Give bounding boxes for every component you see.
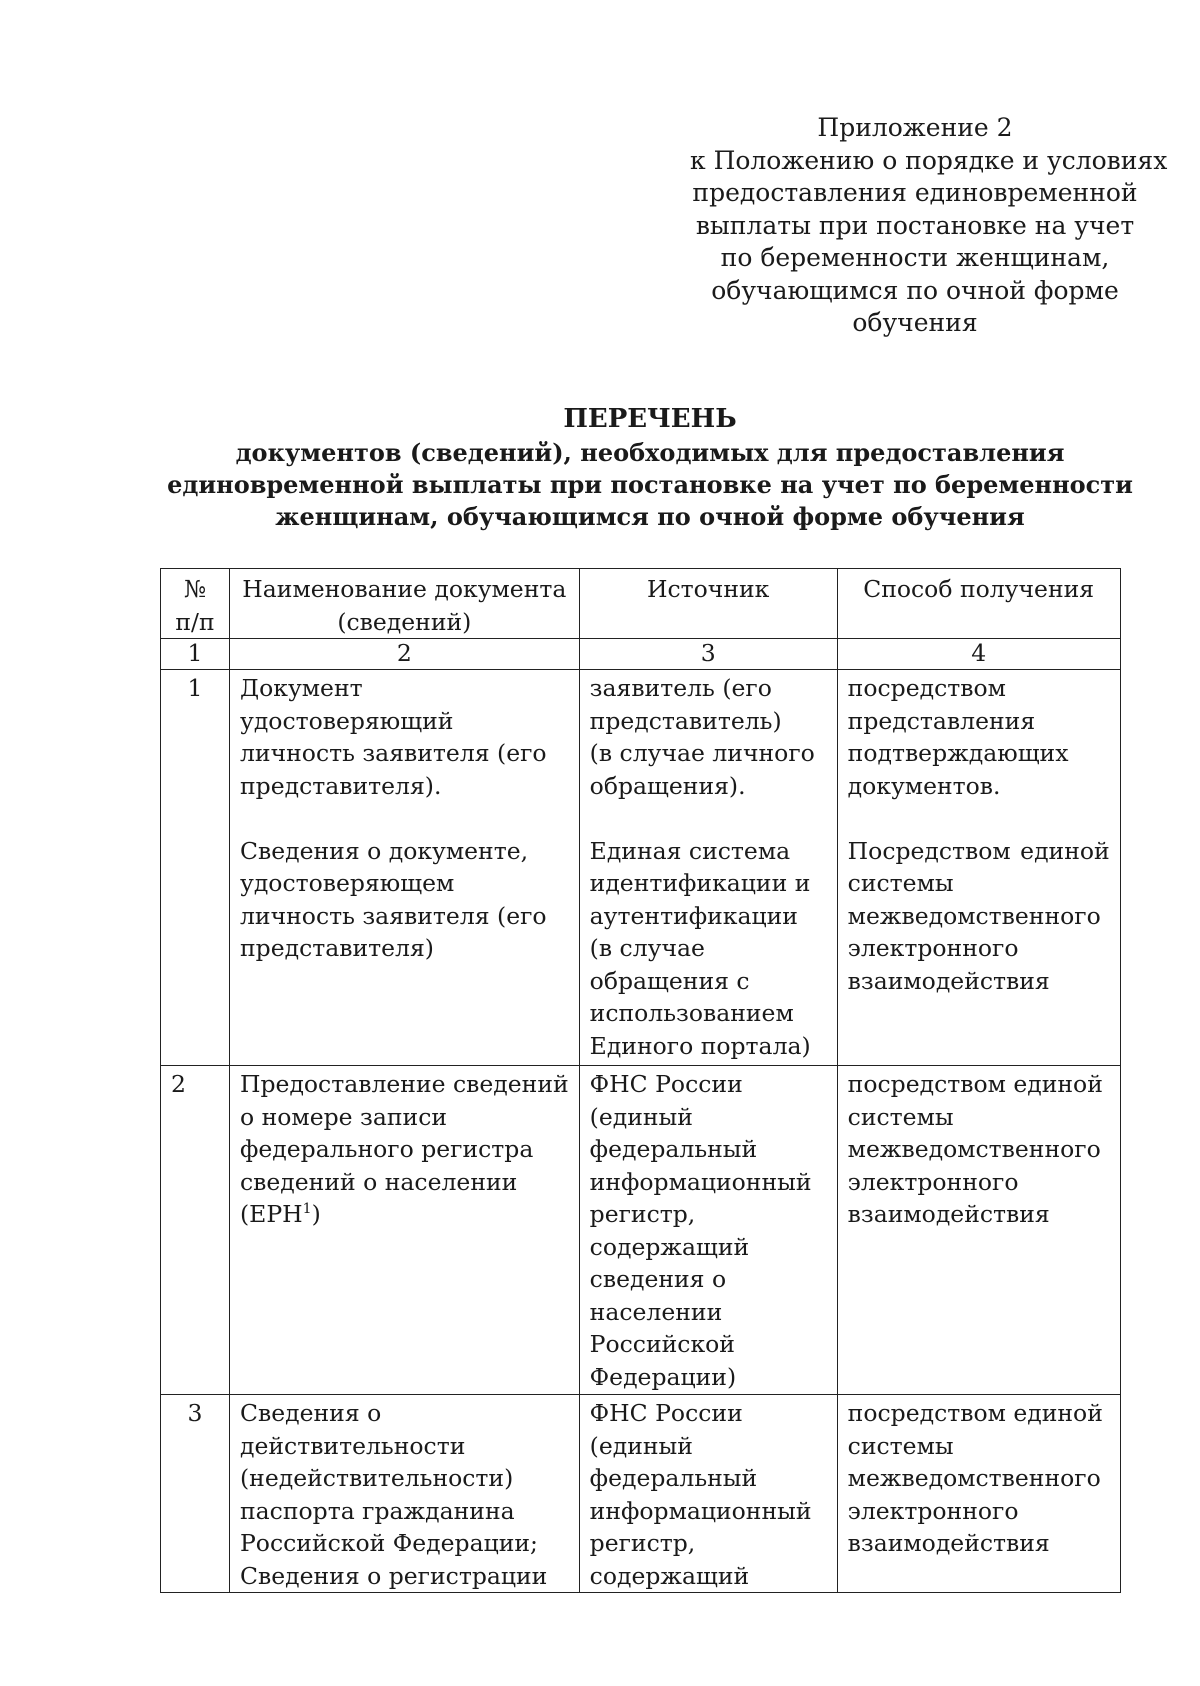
cell-text: удостоверяющий (240, 706, 454, 735)
row-name (230, 1395, 580, 1593)
cell-text: Единая система (589, 836, 791, 865)
cell-word: единой (1020, 836, 1110, 865)
table-row (161, 1066, 1121, 1395)
cell-text: представителя). (240, 771, 442, 800)
column-number: 3 (579, 639, 837, 670)
cell-text: обращения с (589, 966, 750, 995)
cell-text: содержащий (589, 1232, 750, 1261)
cell-text: посредством (847, 674, 1006, 702)
cell-text: (недействительности) (240, 1464, 514, 1492)
cell-text: ФНС России (589, 1399, 743, 1427)
header-name (230, 569, 580, 639)
cell-text: заявитель (его (589, 674, 772, 702)
cell-text: информационный (589, 1496, 812, 1525)
cell-text: электронного (847, 934, 1019, 962)
cell-text-justified (848, 835, 1110, 868)
row-method (837, 1395, 1120, 1593)
cell-text: Единого портала) (589, 1031, 811, 1060)
appendix-line: Приложение 2 (817, 113, 1013, 142)
cell-text: сведения о (589, 1265, 727, 1293)
cell-text: регистр, (589, 1200, 696, 1228)
cell-text: представления (847, 706, 1036, 735)
cell-text: Предоставление сведений (240, 1070, 569, 1098)
cell-text: регистр, (589, 1529, 696, 1557)
cell-text: (ЕРН (240, 1200, 303, 1228)
appendix-line: предоставления единовременной (692, 178, 1138, 207)
cell-text: (в случае (589, 934, 705, 962)
cell-text: посредством единой (847, 1399, 1103, 1427)
cell-text: федеральный (589, 1135, 758, 1163)
cell-text: Сведения о документе, (240, 836, 529, 865)
row-name (230, 1066, 580, 1395)
cell-text: представитель) (589, 706, 782, 735)
cell-text: федеральный (589, 1464, 758, 1492)
document-title: ПЕРЕЧЕНЬ (563, 404, 737, 434)
header-text: Способ получения (863, 575, 1095, 603)
table-row (161, 1395, 1121, 1593)
header-method (837, 569, 1120, 639)
cell-text: использованием (589, 999, 794, 1027)
header-text: № (183, 575, 207, 603)
document-heading (140, 403, 1160, 533)
cell-text-with-footnote (240, 1198, 569, 1231)
cell-text: посредством единой (847, 1070, 1103, 1098)
table-row (161, 670, 1121, 1066)
appendix-note (690, 112, 1168, 340)
appendix-line: выплаты при постановке на учет (695, 210, 1135, 240)
cell-text: личность заявителя (его (240, 901, 547, 930)
cell-text: содержащий (589, 1561, 750, 1590)
cell-word: Посредством (847, 836, 1011, 865)
cell-text: федерального регистра (240, 1135, 534, 1163)
column-number: 1 (161, 639, 230, 670)
cell-text: (в случае личного (589, 739, 815, 767)
cell-text: ) (311, 1200, 321, 1228)
cell-text: системы (847, 869, 954, 897)
column-numbers-row (161, 639, 1121, 670)
cell-text: обращения). (589, 771, 746, 800)
cell-text: (единый (589, 1102, 693, 1131)
cell-text: аутентификации (589, 901, 798, 930)
document-subtitle-line: единовременной выплаты при постановке на учет по беременности (167, 470, 1133, 499)
cell-text: межведомственного (847, 1135, 1101, 1163)
appendix-line: обучения (852, 308, 978, 337)
header-text: Наименование документа (242, 575, 567, 603)
cell-text: межведомственного (847, 901, 1101, 930)
cell-text: Федерации) (589, 1362, 737, 1391)
cell-text: представителя) (240, 934, 434, 962)
cell-text: взаимодействия (847, 1200, 1050, 1228)
cell-text: Сведения о регистрации (240, 1561, 548, 1590)
header-text: п/п (175, 607, 215, 636)
documents-table (160, 568, 1121, 1593)
row-num: 2 (161, 1066, 230, 1395)
row-source (579, 1395, 837, 1593)
appendix-line: по беременности женщинам, (720, 243, 1110, 272)
table-header-row (161, 569, 1121, 639)
cell-text: о номере записи (240, 1102, 448, 1131)
row-num: 3 (161, 1395, 230, 1593)
cell-text: Сведения о (240, 1399, 382, 1427)
column-number: 2 (230, 639, 580, 670)
row-source (579, 1066, 837, 1395)
row-num: 1 (161, 670, 230, 1066)
cell-text: идентификации и (589, 869, 811, 897)
cell-text: Российской (589, 1330, 735, 1358)
cell-text: паспорта гражданина (240, 1496, 515, 1525)
cell-text: личность заявителя (его (240, 739, 547, 767)
footnote-marker: 1 (302, 1201, 312, 1218)
cell-text: населении (589, 1297, 723, 1326)
cell-text: подтверждающих (847, 739, 1069, 767)
row-method (837, 1066, 1120, 1395)
appendix-line: к Положению о порядке и условиях (690, 145, 1168, 175)
cell-text: межведомственного (847, 1464, 1101, 1492)
document-subtitle-line: документов (сведений), необходимых для предоставления (235, 438, 1065, 467)
row-method (837, 670, 1120, 1066)
cell-text: взаимодействия (847, 1529, 1050, 1557)
header-text: Источник (646, 575, 770, 603)
cell-text: взаимодействия (847, 966, 1050, 995)
header-num (161, 569, 230, 639)
header-text: (сведений) (337, 607, 472, 636)
cell-text: удостоверяющем (240, 869, 455, 897)
row-name (230, 670, 580, 1066)
header-source (579, 569, 837, 639)
cell-text: системы (847, 1431, 954, 1460)
cell-text: информационный (589, 1167, 812, 1196)
cell-text: системы (847, 1102, 954, 1131)
cell-text: документов. (847, 771, 1001, 800)
cell-text: электронного (847, 1496, 1019, 1525)
row-source (579, 670, 837, 1066)
appendix-line: обучающимся по очной форме (711, 275, 1119, 305)
cell-text: Российской Федерации; (240, 1529, 538, 1557)
cell-text: (единый (589, 1431, 693, 1460)
cell-text: Документ (240, 674, 363, 702)
cell-text: ФНС России (589, 1070, 743, 1098)
column-number: 4 (837, 639, 1120, 670)
cell-text: действительности (240, 1431, 466, 1460)
cell-text: электронного (847, 1167, 1019, 1196)
cell-text: сведений о населении (240, 1167, 518, 1196)
document-subtitle-line: женщинам, обучающимся по очной форме обучения (275, 502, 1025, 531)
